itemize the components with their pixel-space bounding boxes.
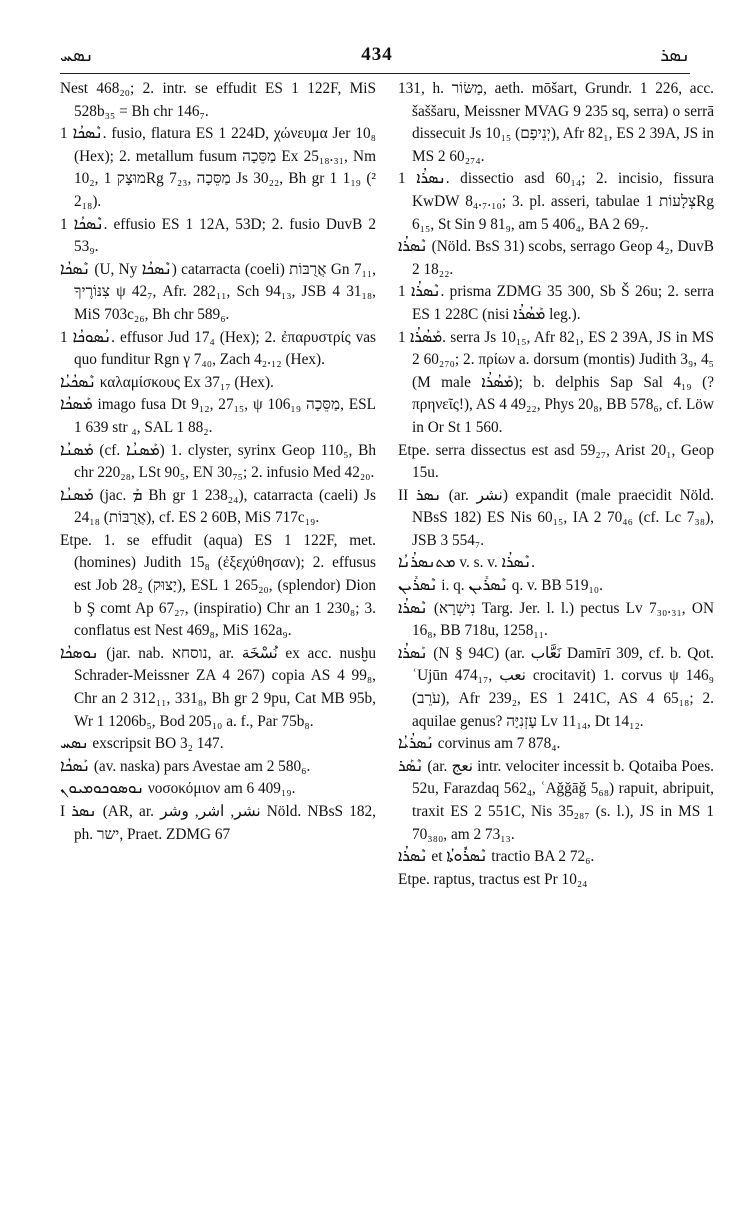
entry: ܢܶܣܪܳܐ et ܢܶܣܪܽܘܬܳܐ tractio BA 2 72₆.: [398, 848, 595, 866]
entry: ܢܘܣܟܳܐ (jar. nab. נוסחא, ar. نُسْخَة ex acc. nusḫu Schrader-Meissner ZA 4 267) copia AS 4 99₈, Chr an 2 312₁₁, 331₈, Bh gr 2 9pu, Cat MB 95b, Wr 1 1206b₅, Bod 205₁₀ a. f., Par 75b₈.: [60, 644, 376, 730]
entry: ܢܰܣܟܳܐ (av. naska) pars Avestae am 2 580₆.: [60, 757, 311, 775]
entry: Etpe. serra dissectus est asd 59₂₇, Arist 20₁, Geop 15u.: [398, 441, 714, 482]
header-rule: [60, 73, 690, 74]
entry: Etpe. 1. se effudit (aqua) ES 1 122F, met. (homines) Judith 15₈ (ἐξεχύθησαν); 2. effusus est Job 28₂ (יָצוּק), ESL 1 265₂₀, (splendor) Dion b Ş comt Ap 67₂₇, (inspiratio) Chr an 1 230₈; 3. conflatus est Nest 469₈, MiS 162a₉.: [60, 531, 376, 640]
entry: ܡܰܣܢܳܐ (jac. ܡܰ Bh gr 1 238₂₄), catarracta (caeli) Js 24₁₈ (אֲרֻבּוֹת), cf. ES 2 60B, MiS 717c₁₉.: [60, 486, 376, 527]
entry: ܢܶܣܪܳܐ (נִישְׁרָא Targ. Jer. l. l.) pectus Lv 7₃₀.₃₁, ON 16₈, BB 718u, 1258₁₁.: [398, 599, 714, 640]
entry: ܢܰܣܪܳܝܳܐ corvinus am 7 878₄.: [398, 735, 561, 753]
page-header: [60, 40, 690, 70]
entry: Etpe. raptus, tractus est Pr 10₂₄: [398, 870, 588, 888]
right-column: [398, 78, 714, 891]
entry: ܡܬܢܣܪܳܢܳܐ v. s. v. ܢܶܣܪܳܐ.: [398, 554, 535, 572]
entry: ܢܣܚ exscripsit BO 3₂ 147.: [60, 735, 224, 753]
entry: 131, h. מַשּׂוֹר, aeth. mōšart, Grundr. 1 226, acc. šaššaru, Meissner MVAG 9 235 sq, serra) o serrā dissecuit Js 10₁₅ (יְנִיפָם), Afr 82₁, ES 2 39A, JS in MS 2 60₂₇₄.: [398, 80, 715, 165]
entry: ܢܶܣܟܳܐ 1. fusio, flatura ES 1 224D, χώνευμα Jer 10₈ (Hex); 2. metallum fusum מַסֵּכָה Ex 25₁₈.₃₁, Nm 10₂, מוּצָק 1Rg 7₂₃, מַסֵּכָה Js 30₂₂, Bh gr 1 1₁₉ (² 2₁₈).: [60, 125, 377, 210]
entry: ܢܶܣܟܳܐ 1. effusio ES 1 12A, 53D; 2. fusio DuvB 2 53₉.: [60, 215, 377, 256]
entry: I ܢܣܪ (AR, ar. نشر, اشر, وشر Nöld. NBsS 182, ph. ישר, Praet. ZDMG 67: [60, 803, 376, 843]
entry: ܢܶܣܪܳܐ 1. prisma ZDMG 35 300, Sb Š 26u; 2. serra ES 1 228C (nisi ܡܰܣܳܪܳܐ leg.).: [398, 283, 714, 323]
entry: ܢܳܣܘܟܳܐ 1. effusor Jud 17₄ (Hex); 2. ἐπαρυστρίς vas quo funditur Rgn γ 7₄₀, Zach 4₂.₁₂ (Hex).: [60, 328, 377, 369]
entry: ܢܘܣܘܟܘܡܝܘܢ νοσοκόμιον am 6 409₁₉.: [60, 780, 296, 798]
entry: ܢܶܣܪܺܝܢ i. q. ܢܶܣܪܺܝܢ q. v. BB 519₁₀.: [398, 577, 603, 595]
entry: ܢܶܣܪܳܐ (Nöld. BsS 31) scobs, serrago Geop 4₂, DuvB 2 18₂₂.: [398, 238, 714, 278]
header-left-mark: ܢܣܚ: [60, 44, 94, 65]
entry: ܢܣܪܳܐ 1. dissectio asd 60₁₄; 2. incisio, fissura KwDW 8₄.₇.₁₀; 3. pl. asseri, tabulae צְלָעוֹת 1Rg 6₁₅, St Sin 9 81₉, am 5 406₄, BA 2 69₇.: [398, 170, 714, 233]
entry: ܡܰܣܟܳܐ imago fusa Dt 9₁₂, 27₁₅, ψ 106₁₉ מַסֵּכָה, ESL 1 639 str ₄, SAL 1 88₂.: [60, 396, 376, 436]
header-right-mark: ܢܣܪ: [660, 44, 690, 65]
entry: ܢܰܣܪܳܐ (N § 94C) (ar. نَعَّاب Damīrī 309, cf. b. Qot. ʿUjūn 474₁₇, نعب crocitavit) 1. corvus ψ 146₉ (עֹרֵב), Afr 239₂, ES 1 241C, AS 4 65₁₈; 2. aquilae genus? עָזְנִיָּה Lv 11₁₄, Dt 14₁₂.: [398, 644, 715, 730]
entry: ܢܶܣܟܳܝܳܐ καλαμίσκους Ex 37₁₇ (Hex).: [60, 373, 274, 391]
page-number: 434: [361, 44, 393, 65]
entry: ܡܰܣܢܳܐ (cf. ܡܰܣܢܳܐ) 1. clyster, syrinx Geop 110₅, Bh chr 220₂₈, LSt 90₅, EN 30₇₅; 2. infusio Med 42₂₀.: [60, 441, 377, 482]
left-column: [60, 78, 376, 846]
entry: ܢܶܣܰܪ (ar. نعج intr. velociter incessit b. Qotaiba Poes. 52u, Farazdaq 562₄, ʿAǧǧāǧ 5₆₈) rapuit, abripuit, traxit ES 2 551C, Nis 35₂₈₇ (s. l.), JS in MS 1 70₃₈₀, am 2 73₁₃.: [398, 757, 714, 843]
entry: Nest 468₂₀; 2. intr. se effudit ES 1 122F, MiS 528b₃₅ = Bh chr 146₇.: [60, 80, 376, 120]
entry: ܢܶܣܟܳܐ (U, Ny ܢܶܣܟܳܐ) catarracta (coeli) אֲרֻבּוֹת Gn 7₁₁, צִנּוֹרֶיךָ ψ 42₇, Afr. 282₁₁, Sch 94₁₃, JSB 4 31₁₈, MiS 703c₂₆, Bh chr 589₆.: [60, 260, 376, 323]
entry: ܡܰܣܳܪܳܐ 1. serra Js 10₁₅, Afr 82₁, ES 2 39A, JS in MS 2 60₂₇₀; 2. πρίων a. dorsum (montis) Judith 3₉, 4₅ (M male ܡܰܣܳܪܳܐ); b. delphis Sap Sal 4₁₉ (?πρηνεῖς!), AS 4 49₂₂, Phys 20₈, BB 578₆, cf. Löw in Or St 1 560.: [398, 328, 714, 436]
entry: II ܢܣܪ (ar. نشر) expandit (male praecidit Nöld. NBsS 182) ES Nis 60₁₅, IA 2 70₄₆ (cf. Lc 7₃₈), JSB 3 554₇.: [398, 486, 715, 549]
